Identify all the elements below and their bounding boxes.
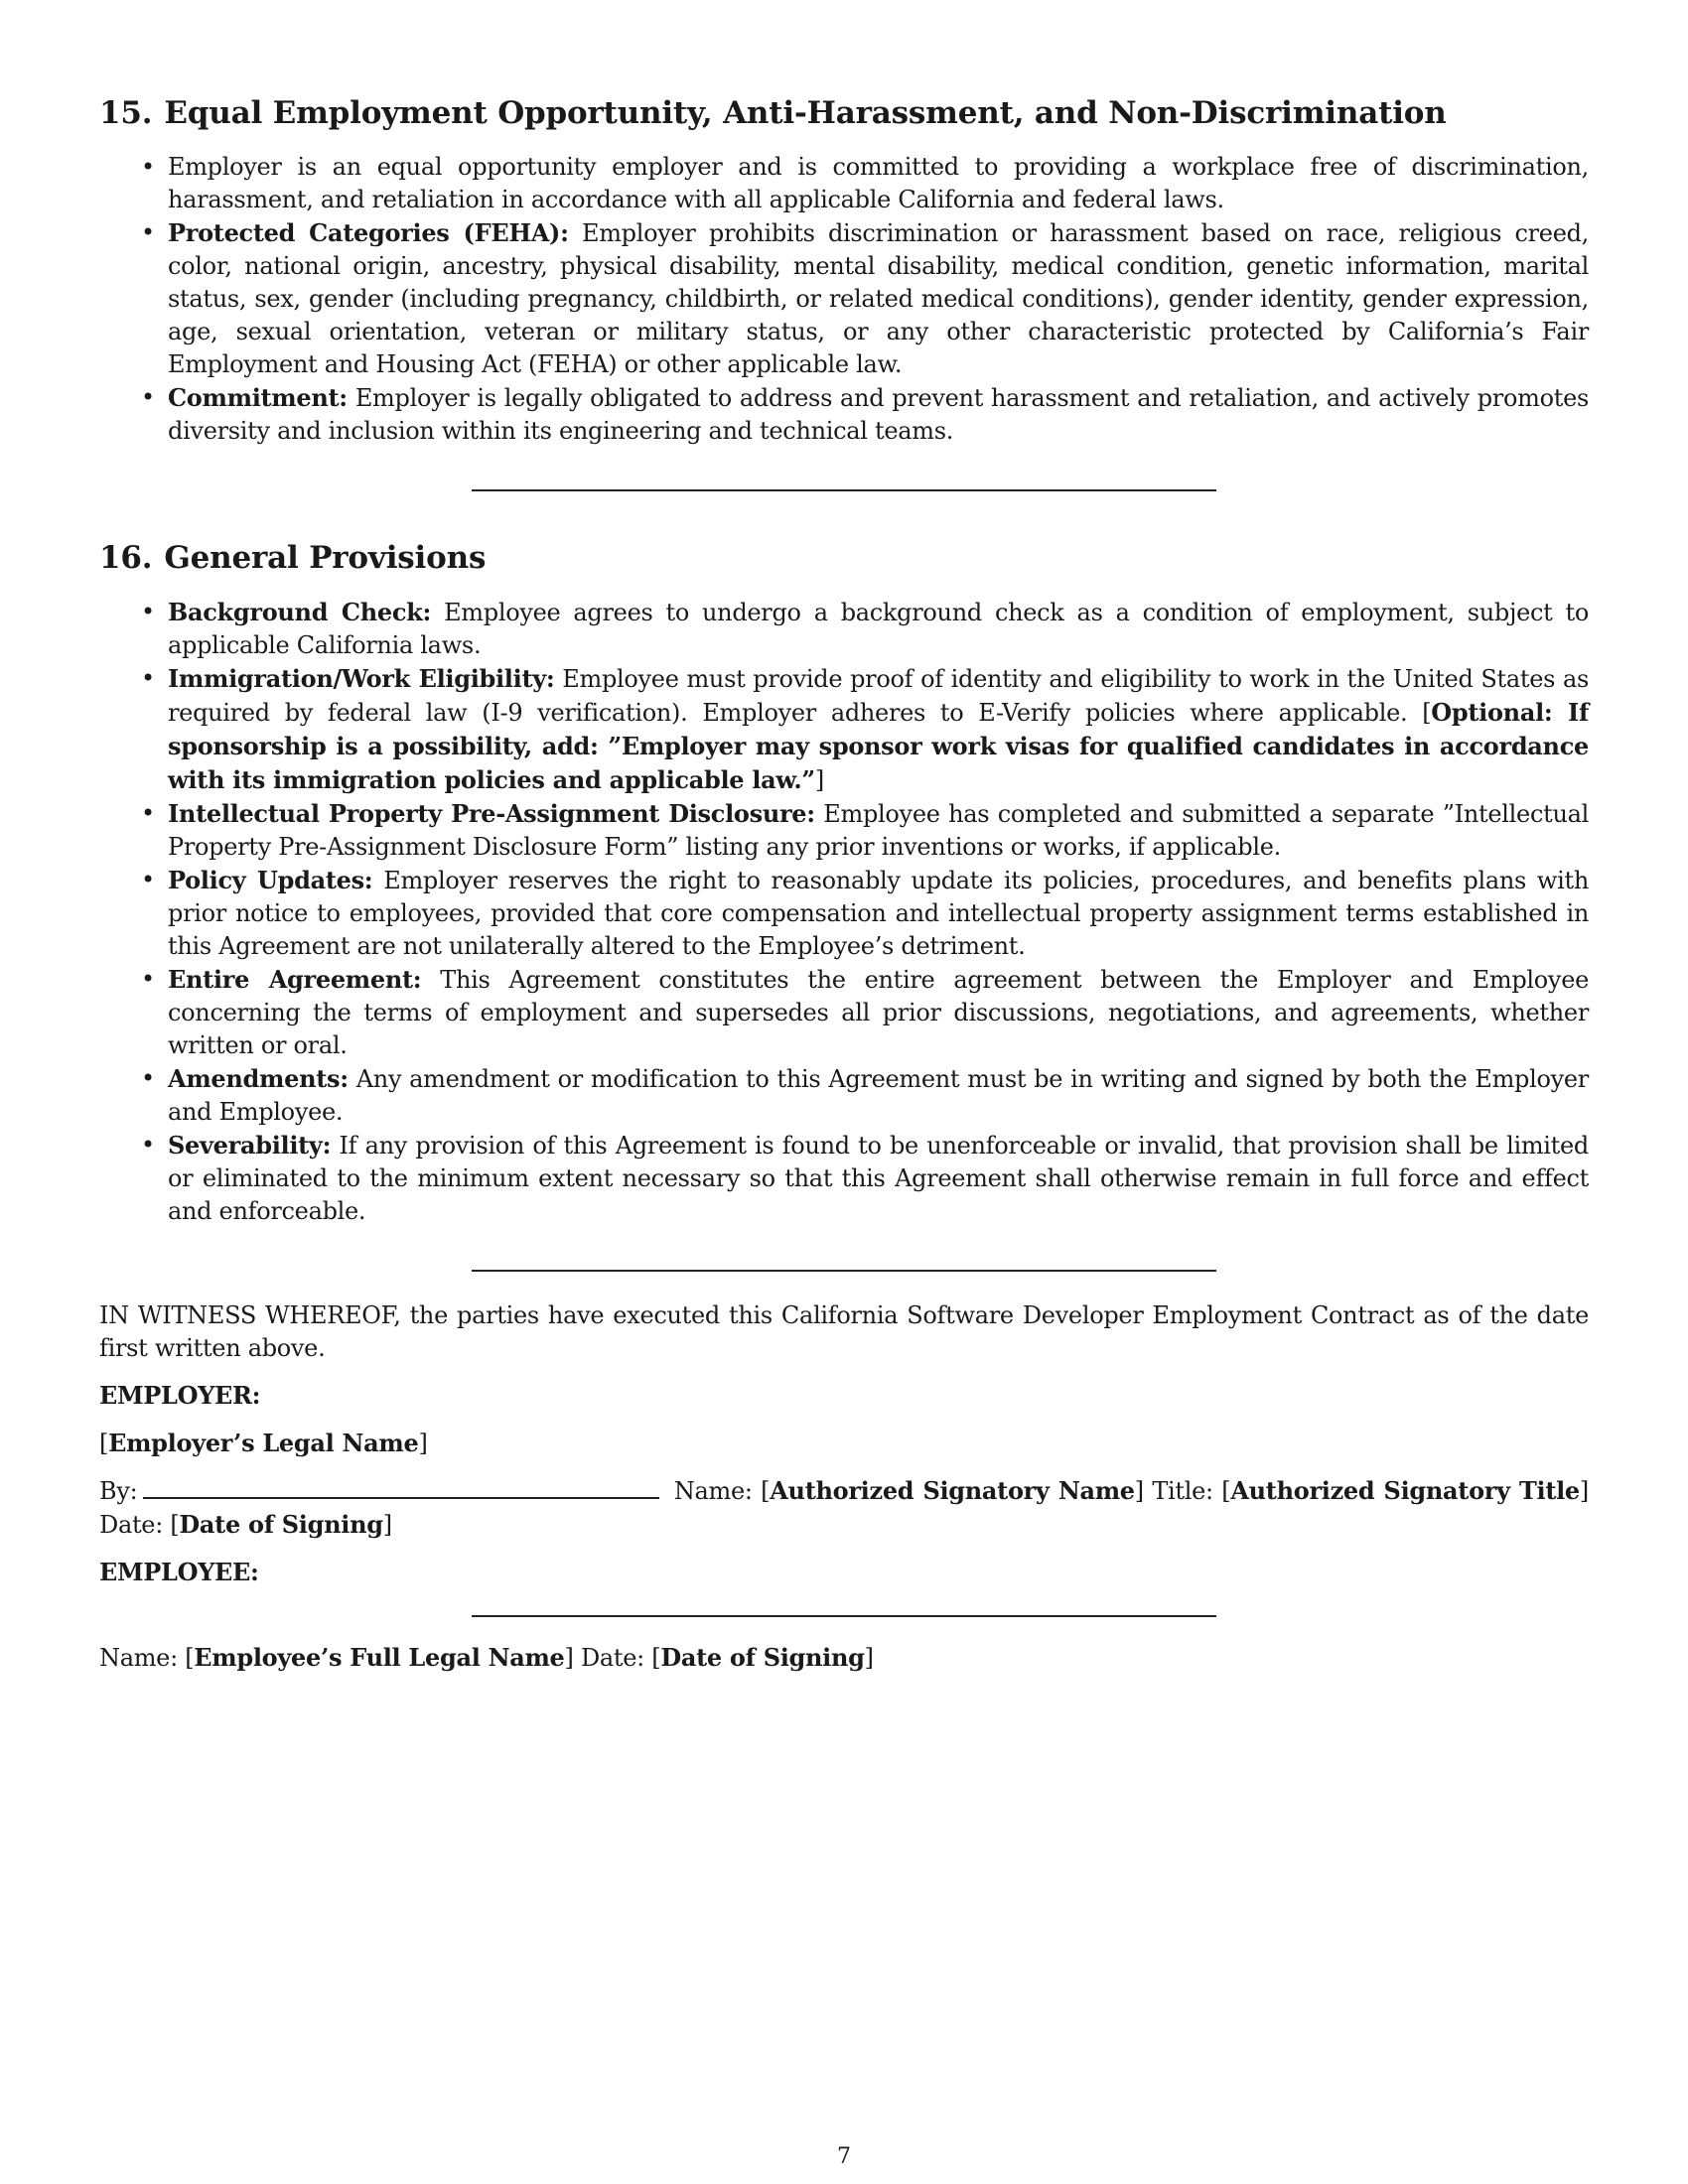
list-item — [168, 662, 1589, 797]
section-15-heading — [99, 94, 1589, 133]
by-label: By: — [99, 1476, 138, 1505]
list-item — [168, 797, 1589, 864]
item-text: Employee must provide proof of identity and eligibility to work in the United States as required by federal law (I-9 verification). Employer adheres to E-Verify policies where applicable. [ — [168, 664, 1589, 727]
item-text: Employer reserves the right to reasonably update its policies, procedures, and benefits plans with prior notice to employees, provided that core compensation and intellectual property assignment terms established in this Agreement are not unilaterally altered to the Employee’s detriment. — [168, 866, 1589, 960]
item-label: Entire Agreement: — [168, 964, 422, 994]
date-label: Date: — [580, 1643, 644, 1672]
employer-date-placeholder: Date of Signing — [179, 1509, 383, 1539]
employer-name-placeholder: Employer’s Legal Name — [108, 1428, 419, 1457]
document-page — [99, 94, 1589, 1675]
divider — [472, 489, 1216, 491]
item-text: Employer is legally obligated to address and prevent harassment and retaliation, and actively promotes diversity and inclusion within its engineering and technical teams. — [168, 383, 1589, 445]
list-item — [168, 1129, 1589, 1228]
employee-name-block: Name: [Employee’s Full Legal Name] Date: [Date of Signing] — [99, 1642, 874, 1672]
section-16-heading — [99, 539, 1589, 578]
section-title: Equal Employment Opportunity, Anti-Harassment, and Non-Discrimination — [164, 95, 1447, 131]
item-label: Immigration/Work Eligibility: — [168, 663, 555, 693]
item-label: Policy Updates: — [168, 865, 373, 894]
item-label: Amendments: — [168, 1063, 349, 1093]
item-text: Employer prohibits discrimination or harassment based on race, religious creed, color, national origin, ancestry, physical disability, mental disability, medical condition, genetic information, marital status, sex, gender (including pregnancy, childbirth, or related medical conditions), gender identity, gender expression, age, sexual orientation, veteran or military status, or any other characteristic protected by California’s Fair Employment and Housing Act (FEHA) or other applicable law. — [168, 218, 1589, 378]
list-item — [168, 216, 1589, 381]
employee-label: EMPLOYEE: — [99, 1557, 259, 1586]
section-16-list — [99, 596, 1589, 1228]
item-label: Protected Categories (FEHA): — [168, 217, 569, 247]
employee-heading — [99, 1556, 1589, 1589]
optional-note: Optional: If sponsorship is a possibility, add: ”Employer may sponsor work visas for qualified candidates in accordance with its immigration policies and applicable law.” — [168, 697, 1590, 794]
title-label: Title: — [1152, 1476, 1213, 1505]
section-15-list — [99, 151, 1589, 448]
employee-date-placeholder: Date of Signing — [660, 1642, 865, 1672]
name-label: Name: — [673, 1476, 753, 1505]
signatory-title-placeholder: Authorized Signatory Title — [1230, 1475, 1580, 1505]
section-title: General Provisions — [164, 539, 487, 576]
list-item — [168, 381, 1589, 448]
item-text: Employer is an equal opportunity employer and is committed to providing a workplace free of discrimination, harassment, and retaliation in accordance with all applicable California and federal laws. — [168, 152, 1589, 213]
item-text: Any amendment or modification to this Agreement must be in writing and signed by both the Employer and Employee. — [168, 1064, 1589, 1126]
employer-heading — [99, 1379, 1589, 1413]
signatory-name-placeholder: Authorized Signatory Name — [770, 1475, 1135, 1505]
item-label: Background Check: — [168, 597, 432, 626]
divider — [472, 1270, 1216, 1272]
employer-legal-name: [Employer’s Legal Name] — [99, 1428, 428, 1457]
employee-name-placeholder: Employee’s Full Legal Name — [194, 1642, 565, 1672]
list-item — [168, 963, 1589, 1062]
item-text: ] — [814, 765, 824, 794]
section-number: 16. — [99, 539, 153, 576]
date-label: Date: — [99, 1510, 163, 1539]
page-number: 7 — [837, 2144, 851, 2169]
employer-signature-line[interactable] — [143, 1475, 659, 1499]
list-item — [168, 151, 1589, 216]
item-text: This Agreement constitutes the entire agreement between the Employer and Employee concerning the terms of employment and supersedes all prior discussions, negotiations, and agreements, whether written or oral. — [168, 965, 1589, 1059]
witness-clause: IN WITNESS WHEREOF, the parties have executed this California Software Developer Employment Contract as of the date first written above. — [99, 1300, 1589, 1362]
list-item — [168, 864, 1589, 963]
name-label: Name: — [99, 1643, 178, 1672]
item-label: Intellectual Property Pre-Assignment Disclosure: — [168, 798, 815, 828]
employee-signature-line[interactable] — [472, 1615, 1216, 1617]
item-label: Severability: — [168, 1130, 332, 1160]
item-label: Commitment: — [168, 382, 348, 412]
item-text: Employee agrees to undergo a background check as a condition of employment, subject to applicable California laws. — [168, 598, 1589, 659]
section-number: 15. — [99, 95, 153, 131]
item-text: Employee has completed and submitted a separate ”Intellectual Property Pre-Assignment Disclosure Form” listing any prior inventions or works, if applicable. — [168, 799, 1589, 861]
item-text: If any provision of this Agreement is found to be unenforceable or invalid, that provision shall be limited or eliminated to the minimum extent necessary so that this Agreement shall otherwise remain in full force and effect and enforceable. — [168, 1131, 1589, 1225]
list-item — [168, 596, 1589, 662]
employer-label: EMPLOYER: — [99, 1380, 261, 1410]
employer-signature-block: By: Name: [Authorized Signatory Name] Title: [Authorized Signatory Title] Date: [Date of Signing] — [99, 1475, 1589, 1539]
list-item — [168, 1062, 1589, 1129]
